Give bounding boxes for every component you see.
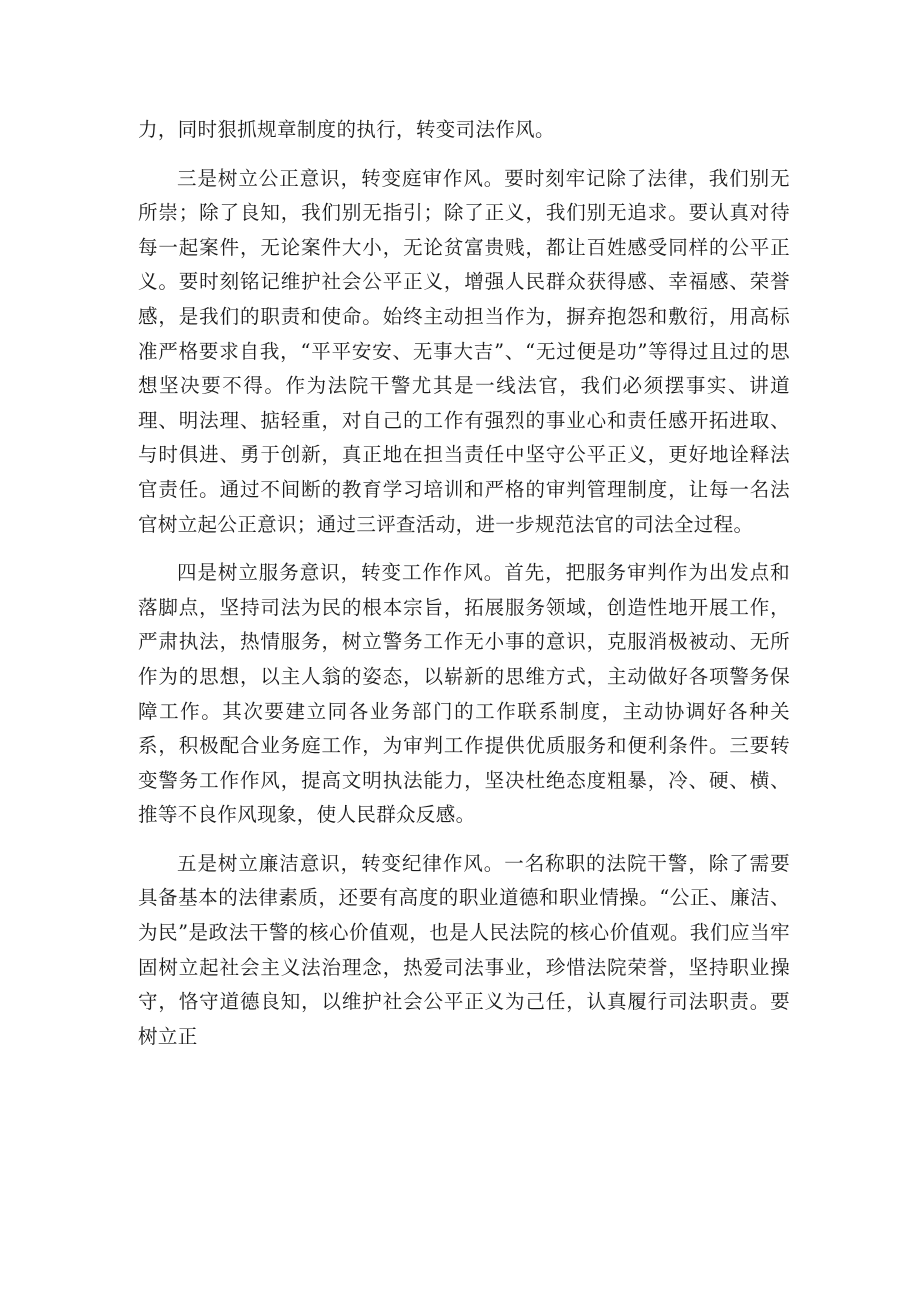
- paragraph-service-awareness: 四是树立服务意识，转变工作作风。首先，把服务审判作为出发点和落脚点，坚持司法为民的根本宗旨，拓展服务领域，创造性地开展工作，严肃执法，热情服务，树立警务工作无小事的意识，克服消极被动、无所作为的思想，以主人翁的姿态，以崭新的思维方式，主动做好各项警务保障工作。其次要建立同各业务部门的工作联系制度，主动协调好各种关系，积极配合业务庭工作，为审判工作提供优质服务和便利条件。三要转变警务工作作风，提高文明执法能力，坚决杜绝态度粗暴，冷、硬、横、推等不良作风现象，使人民群众反感。: [138, 561, 790, 827]
- paragraph-integrity-awareness: 五是树立廉洁意识，转变纪律作风。一名称职的法院干警，除了需要具备基本的法律素质，还要有高度的职业道德和职业情操。“公正、廉洁、为民”是政法干警的核心价值观，也是人民法院的核心价值观。我们应当牢固树立起社会主义法治理念，热爱司法事业，珍惜法院荣誉，坚持职业操守，恪守道德良知，以维护社会公平正义为己任，认真履行司法职责。要树立正: [138, 851, 790, 1048]
- document-body: [138, 113, 790, 1068]
- paragraph-continuation: 力，同时狠抓规章制度的执行，转变司法作风。: [138, 118, 555, 141]
- paragraph-fairness-awareness: 三是树立公正意识，转变庭审作风。要时刻牢记除了法律，我们别无所崇；除了良知，我们别无指引；除了正义，我们别无追求。要认真对待每一起案件，无论案件大小，无论贫富贵贱，都让百姓感受同样的公平正义。要时刻铭记维护社会公平正义，增强人民群众获得感、幸福感、荣誉感，是我们的职责和使命。始终主动担当作为，摒弃抱怨和敷衍，用高标准严格要求自我，“平平安安、无事大吉”、“无过便是功”等得过且过的思想坚决要不得。作为法院干警尤其是一线法官，我们必须摆事实、讲道理、明法理、掂轻重，对自己的工作有强烈的事业心和责任感开拓进取、与时俱进、勇于创新，真正地在担当责任中坚守公平正义，更好地诠释法官责任。通过不间断的教育学习培训和严格的审判管理制度，让每一名法官树立起公正意识；通过三评查活动，进一步规范法官的司法全过程。: [138, 166, 790, 536]
